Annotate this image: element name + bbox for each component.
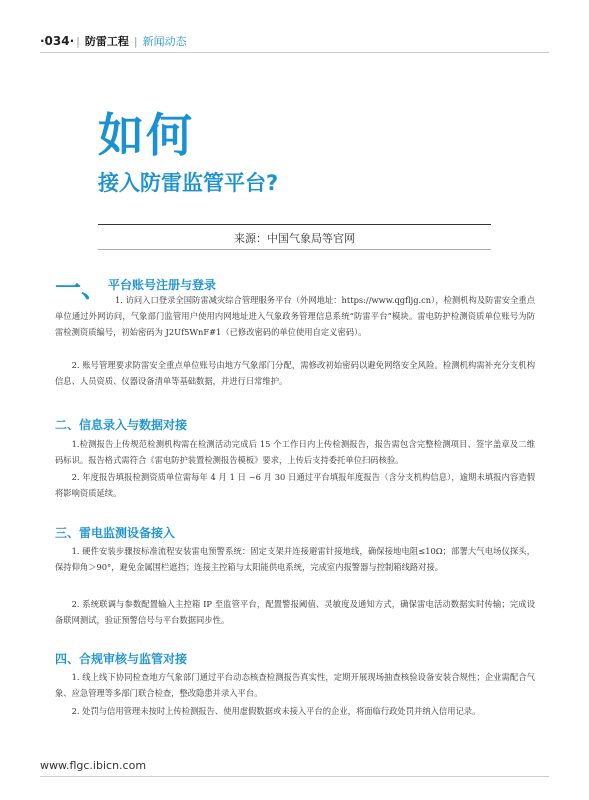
section-1-numeral: 一、 <box>55 274 108 304</box>
section-1-heading: 平台账号注册与登录 <box>108 278 217 292</box>
section-4-para-2: 2. 处罚与信用管理未按时上传检测报告、使用虚假数据或未接入平台的企业，将面临行政处罚并纳入信用记录。 <box>71 706 481 716</box>
section-3-para-2: 2. 系统联调与参数配置输入主控箱 IP 至监管平台，配置警报阈值、灵敏度及通知方式，确保雷电活动数据实时传输；完成设备联网测试，验证预警信号与平台数据同步性。 <box>55 599 535 626</box>
source-rule-top <box>98 224 491 225</box>
title-line-1: 如何 <box>98 108 194 162</box>
subsection-name: 新闻动态 <box>142 35 187 48</box>
header-separator-2: | <box>133 34 138 48</box>
section-3-para-1: 1. 硬件安装步骤按标准流程安装雷电预警系统：固定支架并连接避雷针接地线，确保接地电阻≤10Ω；部署大气电场仪探头，保持仰角＞90°，避免金属围栏遮挡；连接主控箱与太阳能供电系统，完成室内报警器与控制箱线路对接。 <box>55 546 535 573</box>
section-4-heading: 四、合规审核与监管对接 <box>55 652 188 666</box>
title-line-2: 接入防雷监管平台? <box>98 171 279 195</box>
source-credit: 来源：中国气象局等官网 <box>234 232 355 245</box>
section-2-heading: 二、信息录入与数据对接 <box>55 418 188 432</box>
section-2-para-2: 2. 年度报告填报检测资质单位需每年 4 月 1 日 ~6 月 30 日通过平台填报年度报告（含分支机构信息），逾期未填报内容造假将影响资质延续。 <box>55 472 535 499</box>
footer-url: www.flgc.ibicn.com <box>40 759 147 772</box>
source-rule-bottom <box>98 249 491 250</box>
section-1-para-1: 1. 访问入口登录全国防雷减灾综合管理服务平台（外网地址：https://www.qgfljg.cn），检测机构及防雷安全重点单位通过外网访问，气象部门监管用户使用内网地址进入气象政务管理信息系统“防雷平台”模块。雷电防护检测资质单位账号为防雷检测资质编号，初始密码为 J2Uf5WnF#1（已修改密码的单位使用自定义密码）。 <box>55 295 535 338</box>
header-separator: | <box>76 34 80 48</box>
section-4-para-1: 1. 线上线下协同检查地方气象部门通过平台动态核查检测报告真实性，定期开展现场抽查核验设备安装合规性；企业需配合气象、应急管理等多部门联合检查，整改隐患并录入平台。 <box>55 672 535 699</box>
running-header <box>40 33 187 49</box>
section-1-para-2: 2. 账号管理要求防雷安全重点单位账号由地方气象部门分配，需修改初始密码以避免网络安全风险。检测机构需补充分支机构信息、人员资质、仪器设备清单等基础数据，并进行日常维护。 <box>55 360 535 387</box>
section-3-heading: 三、雷电监测设备接入 <box>55 526 176 540</box>
footer-rule <box>40 776 549 777</box>
header-rule <box>40 52 549 53</box>
section-2-para-1: 1.检测报告上传规范检测机构需在检测活动完成后 15 个工作日内上传检测报告，报告需包含完整检测项目、签字盖章及二维码标识。报告格式需符合《雷电防护装置检测报告模板》要求，上传后支持委托单位扫码核验。 <box>55 439 535 466</box>
page-number: ·034· <box>40 34 75 48</box>
section-name: 防雷工程 <box>84 35 129 48</box>
